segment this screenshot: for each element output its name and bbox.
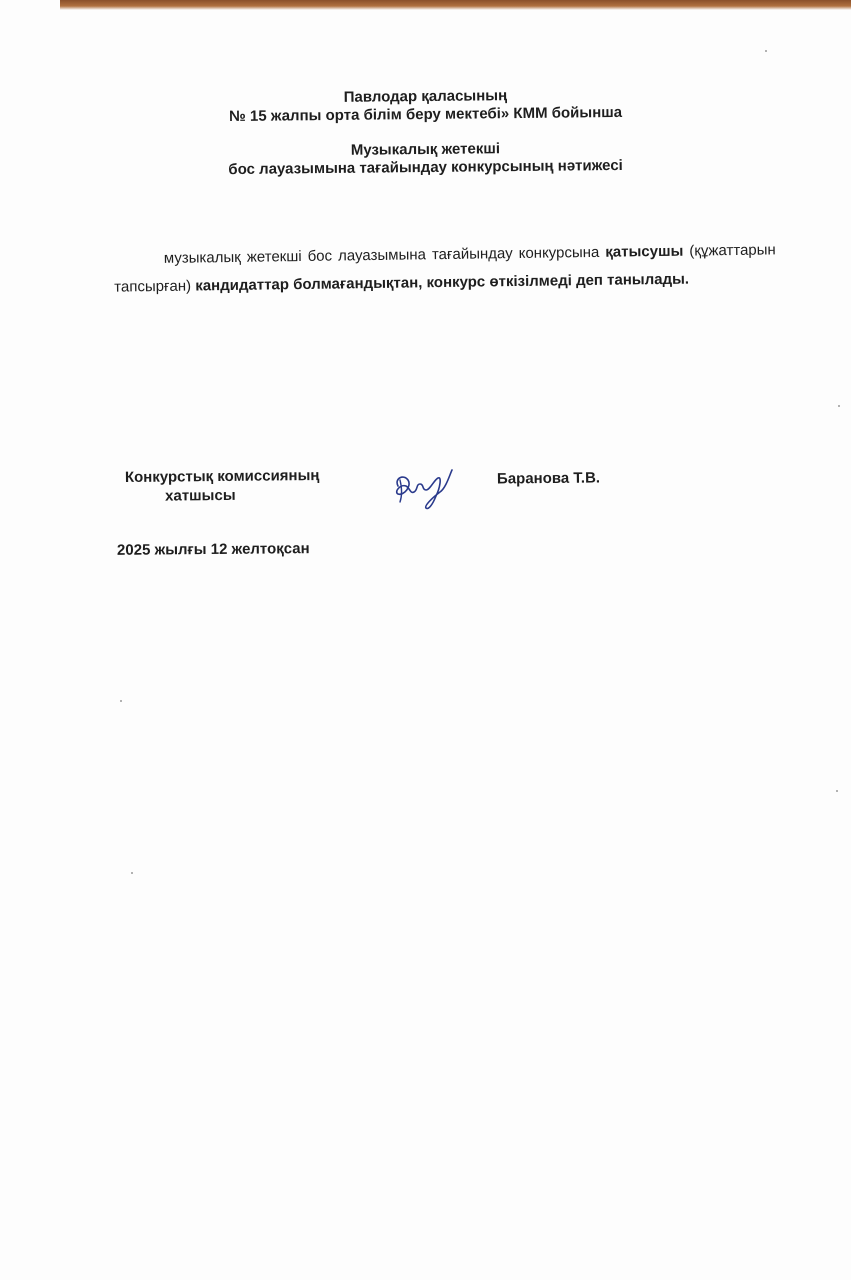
organization-line-2: № 15 жалпы орта білім беру мектебі» КММ бойынша bbox=[229, 103, 623, 126]
signatory-role bbox=[125, 466, 320, 506]
position-line-1: Музыкалық жетекші bbox=[350, 140, 501, 159]
signatory-name: Баранова Т.В. bbox=[496, 469, 601, 488]
handwritten-signature bbox=[388, 462, 458, 514]
result-paragraph bbox=[114, 236, 777, 301]
scan-speck bbox=[131, 872, 133, 874]
table-edge bbox=[0, 0, 851, 10]
organization-title bbox=[0, 84, 851, 129]
paragraph-part-4: кандидаттар болмағандықтан, конкурс өткізілмеді деп танылады. bbox=[195, 270, 690, 295]
signatory-role-line-2: хатшысы bbox=[165, 486, 236, 505]
scan-speck bbox=[765, 50, 767, 52]
signatory-role-line-1: Конкурстық комиссияның bbox=[124, 466, 320, 487]
paragraph-part-3: (құжаттарын тапсырған) bbox=[114, 241, 776, 296]
document-date: 2025 жылғы 12 желтоқсан bbox=[116, 540, 310, 559]
scan-speck bbox=[836, 790, 838, 792]
position-line-2: бос лауазымына тағайындау конкурсының нәтижесі bbox=[228, 156, 623, 179]
position-title bbox=[0, 137, 851, 182]
table-edge-corner bbox=[0, 0, 60, 10]
paragraph-part-1: музыкалық жетекші бос лауазымына тағайындау конкурсына bbox=[163, 243, 606, 267]
paragraph-indent bbox=[114, 263, 164, 264]
paragraph-part-2: қатысушы bbox=[605, 242, 684, 261]
scan-speck bbox=[120, 700, 122, 702]
scan-speck bbox=[838, 405, 840, 407]
organization-line-1: Павлодар қаласының bbox=[343, 87, 508, 106]
